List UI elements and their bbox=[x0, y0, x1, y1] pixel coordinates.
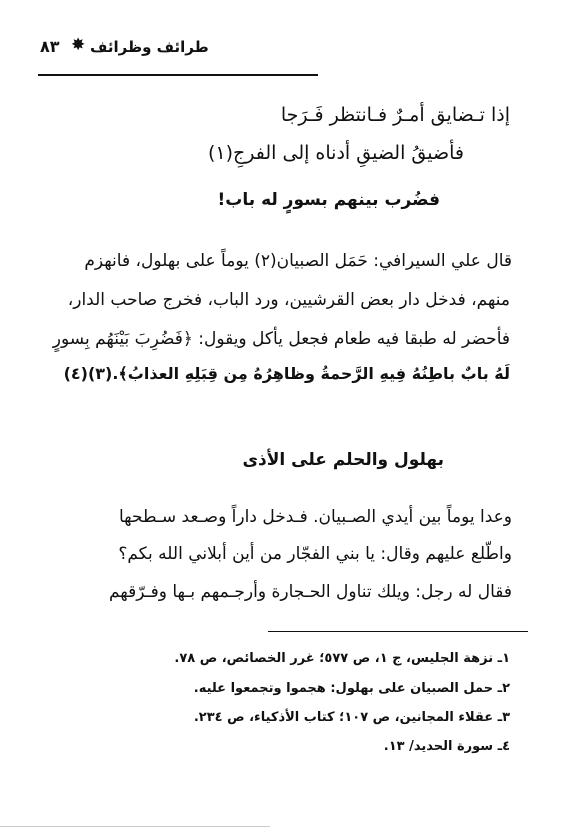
paragraph-line: قال علي السيرافي: حَمَل الصبيان(٢) يوماً على بهلول، فانهزم bbox=[84, 251, 512, 271]
paragraph-line: فقال له رجل: ويلك تناول الحـجارة وأرجـمهم بـها وفـرّقهم bbox=[108, 582, 512, 602]
poem-line-1: إذا تـضايق أمـرٌ فـانتظر فَـرَجا bbox=[280, 104, 510, 126]
running-header-title: طرائف وظرائف bbox=[90, 38, 209, 56]
poem-line-2: فأضيقُ الضيقِ أدناه إلى الفرجِ(١) bbox=[207, 142, 464, 164]
paragraph-line: وعدا يوماً بين أيدي الصـبيان. فـدخل داراً وصـعد سـطحها bbox=[118, 507, 512, 527]
page-bottom-edge bbox=[0, 826, 270, 827]
section-heading-1: فضُرب بينهم بسورٍ له باب! bbox=[217, 190, 440, 210]
asterisk-ornament-icon: ✸ bbox=[71, 35, 86, 55]
footnote-3: ٣ـ عقلاء المجانين، ص ١٠٧؛ كتاب الأذكياء، ص ٢٣٤. bbox=[193, 710, 510, 725]
paragraph-line: واطّلع عليهم وقال: يا بني الفجّار من أين أبلاني الله بكم؟ bbox=[118, 544, 512, 564]
paragraph-line: منهم، فدخل دار بعض القرشيين، ورد الباب، فخرج صاحب الدار، bbox=[67, 290, 510, 310]
section-heading-2: بهلول والحلم على الأذى bbox=[242, 450, 444, 470]
footnote-4: ٤ـ سورة الحديد/ ١٣. bbox=[383, 739, 510, 754]
header-divider bbox=[38, 74, 318, 76]
footnote-1: ١ـ نزهة الجليس، ج ١، ص ٥٧٧؛ غرر الخصائص، ص ٧٨. bbox=[174, 651, 510, 666]
quran-quote-line: لَهُ بابٌ باطِنُهُ فِيهِ الرَّحمةُ وظاهِرُهُ مِن قِبَلِهِ العذابُ﴾.(٣)(٤) bbox=[63, 364, 510, 383]
page-number: ٨٣ bbox=[40, 37, 60, 56]
footnote-divider bbox=[268, 631, 528, 632]
paragraph-line: فأحضر له طبقا فيه طعام فجعل يأكل ويقول: ﴿فَضُرِبَ بَيْنَهُم بِسورٍ bbox=[52, 329, 510, 349]
footnote-2: ٢ـ حمل الصبيان على بهلول: هجموا وتجمعوا عليه. bbox=[193, 681, 510, 696]
